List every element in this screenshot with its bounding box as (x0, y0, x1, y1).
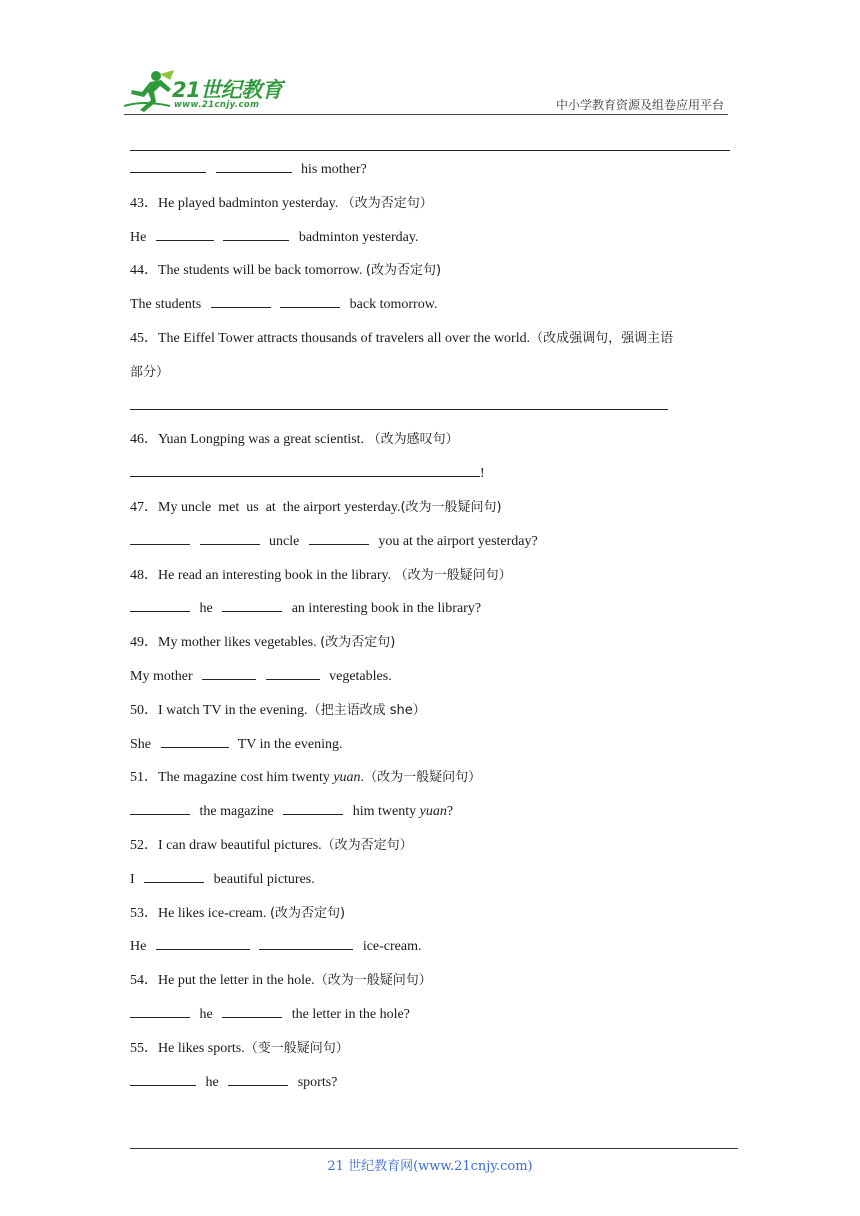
question-instruction: （改为感叹句） (367, 432, 459, 448)
question-number: 43． (130, 195, 158, 211)
answer-blank[interactable] (130, 1003, 190, 1018)
answer-text: his mother? (301, 162, 367, 177)
answer-text: he (199, 601, 213, 617)
question-number: 49． (130, 635, 158, 651)
question-text: The students will be back tomorrow. (158, 263, 363, 279)
question-instruction: （改为否定句） (341, 195, 433, 211)
question-instruction: （变一般疑问句） (244, 1040, 349, 1056)
answer-line-44 (130, 291, 740, 325)
question-number: 45． (130, 330, 158, 346)
answer-text: the magazine (199, 804, 274, 820)
answer-text: he (205, 1074, 219, 1090)
question-instruction: (改为一般疑问句) (400, 499, 502, 515)
question-51 (130, 764, 740, 798)
answer-line-53 (130, 933, 740, 967)
answer-text: ? (446, 804, 454, 820)
question-text: He likes sports. (158, 1040, 245, 1056)
question-instruction: （改为一般疑问句） (314, 973, 432, 989)
question-text: The magazine cost him twenty (158, 770, 334, 786)
question-45-continued (130, 359, 740, 393)
question-number: 50． (130, 702, 158, 718)
question-number: 53． (130, 905, 158, 921)
answer-text: uncle (269, 533, 300, 549)
question-48 (130, 562, 740, 596)
question-49 (130, 629, 740, 663)
question-text: He put the letter in the hole. (158, 973, 315, 989)
question-number: 52． (130, 837, 158, 853)
answer-blank[interactable] (216, 158, 292, 173)
answer-blank[interactable] (130, 395, 668, 410)
question-text: I can draw beautiful pictures. (158, 837, 322, 853)
answer-blank[interactable] (309, 530, 369, 545)
answer-text: I (130, 871, 135, 887)
answer-blank[interactable] (161, 733, 229, 748)
answer-blank[interactable] (222, 1003, 282, 1018)
question-number: 55． (130, 1040, 158, 1056)
question-45 (130, 325, 740, 359)
answer-text: you at the airport yesterday? (378, 533, 538, 549)
answer-text: sports? (297, 1074, 338, 1090)
question-53 (130, 900, 740, 934)
answer-text: ice-cream. (362, 939, 422, 955)
question-54 (130, 967, 740, 1001)
answer-text: The students (130, 297, 202, 313)
answer-text: He (130, 229, 147, 245)
answer-line-51 (130, 798, 740, 832)
answer-blank[interactable] (283, 800, 343, 815)
question-instruction: (改为否定句) (269, 905, 346, 921)
answer-blank[interactable] (222, 597, 282, 612)
answer-blank[interactable] (130, 462, 480, 477)
question-instruction: (改为否定句) (320, 635, 396, 651)
question-list (130, 156, 740, 1102)
answer-blank[interactable] (144, 868, 204, 883)
question-text: Yuan Longping was a great scientist. (158, 432, 365, 448)
header-platform-name: 中小学教育资源及组卷应用平台 (555, 98, 724, 112)
logo-url: www.21cnjy.com (174, 100, 260, 110)
header-divider (124, 114, 728, 115)
answer-line-54 (130, 1001, 740, 1035)
question-number: 46． (130, 432, 158, 448)
answer-text-italic: yuan (419, 804, 447, 820)
question-instruction-continued: 部分） (130, 364, 170, 380)
answer-line-47 (130, 528, 740, 562)
question-number: 44． (130, 263, 158, 279)
question-47 (130, 494, 740, 528)
question-text: He likes ice-cream. (158, 905, 267, 921)
question-52 (130, 832, 740, 866)
answer-text: My mother (130, 668, 193, 684)
footer-divider (130, 1148, 738, 1149)
question-instruction: （改为一般疑问句） (394, 567, 512, 583)
answer-text: an interesting book in the library? (291, 601, 482, 617)
answer-line-55 (130, 1069, 740, 1103)
question-number: 51． (130, 770, 158, 786)
answer-line-45 (130, 393, 740, 427)
answer-blank[interactable] (280, 293, 340, 308)
question-text: He played badminton yesterday. (158, 195, 339, 211)
runner-logo-icon (124, 70, 176, 112)
answer-blank[interactable] (156, 226, 214, 241)
question-text: I watch TV in the evening. (158, 702, 308, 718)
answer-blank[interactable] (223, 226, 289, 241)
answer-text: TV in the evening. (237, 736, 343, 752)
answer-blank[interactable] (228, 1071, 288, 1086)
question-43 (130, 190, 740, 224)
answer-line-43 (130, 224, 740, 258)
question-text: My uncle met us at the airport yesterday. (158, 499, 401, 515)
question-50 (130, 697, 740, 731)
answer-text: vegetables. (329, 668, 392, 684)
answer-text: She (130, 736, 151, 752)
question-instruction: （改为一般疑问句） (364, 770, 482, 786)
answer-blank[interactable] (211, 293, 271, 308)
question-text: The Eiffel Tower attracts thousands of travelers all over the world. (158, 330, 531, 346)
answer-text: the letter in the hole? (291, 1006, 410, 1022)
answer-blank[interactable] (156, 935, 250, 950)
footer-text: 21 世纪教育网(www.21cnjy.com) (327, 1159, 533, 1174)
question-text: My mother likes vegetables. (158, 635, 317, 651)
logo-text: 21世纪教育 (172, 78, 283, 102)
question-number: 54． (130, 973, 158, 989)
answer-text: back tomorrow. (349, 297, 438, 313)
question-46 (130, 426, 740, 460)
answer-line-48 (130, 595, 740, 629)
answer-line-46 (130, 460, 740, 494)
answer-line-49 (130, 663, 740, 697)
question-number: 48． (130, 567, 158, 583)
answer-blank[interactable] (130, 530, 190, 545)
answer-text: beautiful pictures. (213, 871, 315, 887)
answer-rule-42 (130, 150, 730, 151)
answer-blank[interactable] (130, 597, 190, 612)
answer-text: ! (480, 466, 485, 482)
answer-text: badminton yesterday. (298, 229, 419, 245)
question-55 (130, 1035, 740, 1069)
question-number: 47． (130, 499, 158, 515)
answer-blank[interactable] (259, 935, 353, 950)
answer-blank[interactable] (266, 665, 320, 680)
answer-text: He (130, 939, 147, 955)
question-text: . (360, 770, 365, 786)
question-44 (130, 257, 740, 291)
page-header (124, 66, 728, 116)
answer-blank[interactable] (202, 665, 256, 680)
answer-line-50 (130, 731, 740, 765)
question-instruction: (改为否定句) (365, 263, 442, 279)
answer-blank[interactable] (130, 1071, 196, 1086)
answer-line-52 (130, 866, 740, 900)
answer-text: he (199, 1006, 213, 1022)
answer-blank[interactable] (130, 800, 190, 815)
logo (124, 66, 294, 114)
question-text-italic: yuan (333, 770, 361, 786)
question-instruction: （改成强调句，强调主语 (530, 330, 674, 346)
question-instruction: （把主语改成 she） (307, 702, 426, 718)
answer-text: him twenty (352, 804, 420, 820)
answer-blank[interactable] (130, 158, 206, 173)
answer-line-42 (130, 156, 740, 190)
answer-blank[interactable] (200, 530, 260, 545)
question-instruction: （改为否定句） (321, 837, 413, 853)
question-text: He read an interesting book in the library. (158, 567, 392, 583)
